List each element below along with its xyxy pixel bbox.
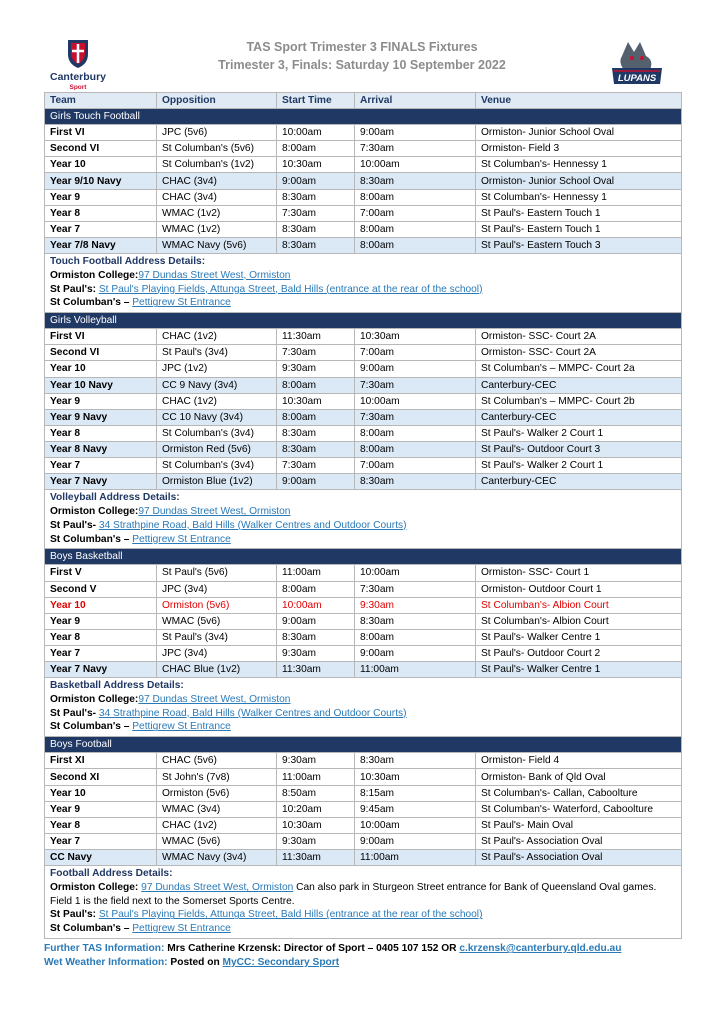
start-time-cell: 8:30am xyxy=(277,441,355,457)
team-cell: First V xyxy=(45,565,157,581)
address-label: St Paul's- xyxy=(50,519,97,531)
start-time-cell: 8:00am xyxy=(277,581,355,597)
opposition-cell: CHAC (3v4) xyxy=(157,189,277,205)
arrival-cell: 8:00am xyxy=(355,221,476,237)
address-separator: : xyxy=(134,505,139,517)
start-time-cell: 8:30am xyxy=(277,189,355,205)
venue-cell: St Paul's- Walker 2 Court 1 xyxy=(476,457,682,473)
start-time-cell: 7:30am xyxy=(277,345,355,361)
start-time-cell: 10:30am xyxy=(277,817,355,833)
venue-cell: St Paul's- Main Oval xyxy=(476,817,682,833)
section-title: Boys Basketball xyxy=(45,549,682,565)
arrival-cell: 8:00am xyxy=(355,441,476,457)
table-row xyxy=(45,393,682,409)
arrival-cell: 8:00am xyxy=(355,189,476,205)
table-row xyxy=(45,753,682,769)
opposition-cell: WMAC (3v4) xyxy=(157,801,277,817)
team-cell: Year 7 xyxy=(45,833,157,849)
arrival-cell: 9:00am xyxy=(355,125,476,141)
table-row xyxy=(45,345,682,361)
table-row xyxy=(45,833,682,849)
start-time-cell: 9:30am xyxy=(277,361,355,377)
opposition-cell: St Paul's (3v4) xyxy=(157,345,277,361)
start-time-cell: 11:00am xyxy=(277,565,355,581)
opposition-cell: St Columban's (3v4) xyxy=(157,457,277,473)
venue-cell: St Paul's- Walker Centre 1 xyxy=(476,629,682,645)
table-row xyxy=(45,425,682,441)
arrival-cell: 7:30am xyxy=(355,409,476,425)
venue-cell: St Columban's- Hennessy 1 xyxy=(476,189,682,205)
address-label: St Paul's- xyxy=(50,707,97,719)
opposition-cell: St John's (7v8) xyxy=(157,769,277,785)
start-time-cell: 8:30am xyxy=(277,237,355,253)
opposition-cell: WMAC Navy (3v4) xyxy=(157,849,277,865)
address-line xyxy=(50,707,676,721)
team-cell: Year 10 xyxy=(45,157,157,173)
arrival-cell: 11:00am xyxy=(355,662,476,678)
table-row xyxy=(45,785,682,801)
venue-cell: St Paul's- Association Oval xyxy=(476,849,682,865)
opposition-cell: WMAC (5v6) xyxy=(157,833,277,849)
start-time-cell: 10:20am xyxy=(277,801,355,817)
col-start-time: Start Time xyxy=(277,93,355,109)
address-line xyxy=(50,269,676,283)
footer xyxy=(44,942,684,970)
table-row xyxy=(45,645,682,661)
arrival-cell: 10:30am xyxy=(355,769,476,785)
start-time-cell: 7:30am xyxy=(277,457,355,473)
team-cell: Year 7 Navy xyxy=(45,474,157,490)
address-link[interactable]: 97 Dundas Street West, Ormiston xyxy=(138,505,291,517)
address-label: St Columban's – xyxy=(50,533,130,545)
venue-cell: St Columban's – MMPC- Court 2a xyxy=(476,361,682,377)
start-time-cell: 11:00am xyxy=(277,769,355,785)
address-line xyxy=(50,693,676,707)
page-title: TAS Sport Trimester 3 FINALS Fixtures xyxy=(246,40,478,54)
opposition-cell: St Paul's (3v4) xyxy=(157,629,277,645)
col-team: Team xyxy=(45,93,157,109)
fixtures-table xyxy=(44,92,682,939)
venue-cell: Ormiston- SSC- Court 1 xyxy=(476,565,682,581)
venue-cell: St Columban's- Albion Court xyxy=(476,613,682,629)
start-time-cell: 10:00am xyxy=(277,597,355,613)
opposition-cell: JPC (1v2) xyxy=(157,361,277,377)
address-details-row xyxy=(45,253,682,312)
opposition-cell: WMAC (5v6) xyxy=(157,613,277,629)
address-link[interactable]: 34 Strathpine Road, Bald Hills (Walker Centres and Outdoor Courts) xyxy=(98,707,407,719)
team-cell: Year 9/10 Navy xyxy=(45,173,157,189)
fixtures-body xyxy=(45,109,682,939)
arrival-cell: 10:00am xyxy=(355,565,476,581)
address-details xyxy=(45,866,682,939)
table-row xyxy=(45,817,682,833)
venue-cell: St Paul's- Eastern Touch 1 xyxy=(476,205,682,221)
team-cell: Year 10 Navy xyxy=(45,377,157,393)
opposition-cell: WMAC (1v2) xyxy=(157,205,277,221)
table-row xyxy=(45,173,682,189)
opposition-cell: St Columban's (1v2) xyxy=(157,157,277,173)
arrival-cell: 8:15am xyxy=(355,785,476,801)
address-link[interactable]: Pettigrew St Entrance xyxy=(132,923,231,935)
col-venue: Venue xyxy=(476,93,682,109)
table-row xyxy=(45,474,682,490)
col-arrival: Arrival xyxy=(355,93,476,109)
address-label: Ormiston College xyxy=(50,269,135,281)
address-details-title: Basketball Address Details: xyxy=(50,680,184,692)
address-link[interactable]: 97 Dundas Street West, Ormiston xyxy=(138,269,291,281)
address-link[interactable]: Pettigrew St Entrance xyxy=(132,533,231,545)
start-time-cell: 11:30am xyxy=(277,662,355,678)
table-row xyxy=(45,565,682,581)
table-row xyxy=(45,329,682,345)
table-row xyxy=(45,409,682,425)
venue-cell: Canterbury-CEC xyxy=(476,377,682,393)
team-cell: Year 9 xyxy=(45,801,157,817)
arrival-cell: 8:30am xyxy=(355,173,476,189)
address-line xyxy=(50,519,676,533)
wet-weather-line xyxy=(44,956,684,970)
start-time-cell: 9:00am xyxy=(277,613,355,629)
address-line xyxy=(50,720,676,734)
lupans-mascot-logo xyxy=(608,38,666,90)
start-time-cell: 8:00am xyxy=(277,141,355,157)
arrival-cell: 9:00am xyxy=(355,833,476,849)
arrival-cell: 9:45am xyxy=(355,801,476,817)
team-cell: Second V xyxy=(45,581,157,597)
wet-weather-label: Wet Weather Information: xyxy=(44,957,168,968)
start-time-cell: 9:00am xyxy=(277,474,355,490)
address-label: Ormiston College xyxy=(50,693,135,705)
arrival-cell: 9:00am xyxy=(355,645,476,661)
table-row xyxy=(45,662,682,678)
team-cell: First VI xyxy=(45,329,157,345)
opposition-cell: CHAC (1v2) xyxy=(157,329,277,345)
team-cell: Year 9 xyxy=(45,613,157,629)
team-cell: Year 9 xyxy=(45,189,157,205)
arrival-cell: 8:30am xyxy=(355,753,476,769)
venue-cell: St Paul's- Eastern Touch 1 xyxy=(476,221,682,237)
address-details-title: Football Address Details: xyxy=(50,868,173,880)
venue-cell: Ormiston- Field 3 xyxy=(476,141,682,157)
table-row xyxy=(45,457,682,473)
table-row xyxy=(45,221,682,237)
mycc-link[interactable]: MyCC: Secondary Sport xyxy=(222,957,340,968)
team-cell: Second VI xyxy=(45,345,157,361)
start-time-cell: 9:30am xyxy=(277,753,355,769)
arrival-cell: 7:00am xyxy=(355,205,476,221)
address-label: St Paul's: xyxy=(50,283,97,295)
team-cell: Year 8 xyxy=(45,629,157,645)
team-cell: Year 10 xyxy=(45,785,157,801)
address-details xyxy=(45,678,682,737)
opposition-cell: Ormiston (5v6) xyxy=(157,785,277,801)
start-time-cell: 10:30am xyxy=(277,157,355,173)
address-label: Ormiston College: xyxy=(50,881,139,893)
logo-left-sub: Sport xyxy=(69,84,87,90)
arrival-cell: 11:00am xyxy=(355,849,476,865)
arrival-cell: 9:00am xyxy=(355,361,476,377)
start-time-cell: 8:30am xyxy=(277,425,355,441)
team-cell: Year 10 xyxy=(45,597,157,613)
start-time-cell: 9:00am xyxy=(277,173,355,189)
team-cell: Year 8 xyxy=(45,425,157,441)
section-header-row xyxy=(45,109,682,125)
address-details-title: Volleyball Address Details: xyxy=(50,492,180,504)
opposition-cell: CHAC (3v4) xyxy=(157,173,277,189)
table-row xyxy=(45,769,682,785)
venue-cell: St Paul's- Outdoor Court 2 xyxy=(476,645,682,661)
address-link[interactable]: Pettigrew St Entrance xyxy=(132,297,231,309)
address-details-row xyxy=(45,678,682,737)
venue-cell: St Paul's- Outdoor Court 3 xyxy=(476,441,682,457)
table-row xyxy=(45,361,682,377)
team-cell: Year 7 xyxy=(45,645,157,661)
director-email-link[interactable]: c.krzensk@canterbury.qld.edu.au xyxy=(459,943,622,954)
address-details xyxy=(45,490,682,549)
arrival-cell: 7:30am xyxy=(355,581,476,597)
venue-cell: St Columban's- Hennessy 1 xyxy=(476,157,682,173)
address-label: Ormiston College xyxy=(50,505,135,517)
opposition-cell: Ormiston Red (5v6) xyxy=(157,441,277,457)
address-line xyxy=(50,881,676,909)
start-time-cell: 10:00am xyxy=(277,125,355,141)
arrival-cell: 8:00am xyxy=(355,237,476,253)
section-title: Girls Volleyball xyxy=(45,313,682,329)
venue-cell: St Columban's- Callan, Caboolture xyxy=(476,785,682,801)
col-opposition: Opposition xyxy=(157,93,277,109)
address-extra-text: Can also park in Sturgeon Street entrance for Bank of Queensland Oval games. Field 1 is the field next to the Somerset Sports Centre. xyxy=(50,881,657,907)
opposition-cell: JPC (5v6) xyxy=(157,125,277,141)
address-link[interactable]: Pettigrew St Entrance xyxy=(132,721,231,733)
table-row xyxy=(45,801,682,817)
address-details-title: Touch Football Address Details: xyxy=(50,255,206,267)
further-info-label: Further TAS Information: xyxy=(44,943,165,954)
document-header xyxy=(0,0,724,92)
team-cell: First VI xyxy=(45,125,157,141)
opposition-cell: St Columban's (3v4) xyxy=(157,425,277,441)
team-cell: Second VI xyxy=(45,141,157,157)
address-label: St Paul's: xyxy=(50,909,97,921)
section-header-row xyxy=(45,737,682,753)
arrival-cell: 7:00am xyxy=(355,345,476,361)
address-details xyxy=(45,253,682,312)
venue-cell: St Columban's- Waterford, Caboolture xyxy=(476,801,682,817)
venue-cell: Ormiston- Junior School Oval xyxy=(476,173,682,189)
table-row xyxy=(45,237,682,253)
opposition-cell: WMAC (1v2) xyxy=(157,221,277,237)
opposition-cell: JPC (3v4) xyxy=(157,581,277,597)
team-cell: Year 8 Navy xyxy=(45,441,157,457)
venue-cell: St Columban's – MMPC- Court 2b xyxy=(476,393,682,409)
logo-right-text: LUPANS xyxy=(617,73,657,84)
address-line xyxy=(50,922,676,936)
address-line xyxy=(50,533,676,547)
venue-cell: Canterbury-CEC xyxy=(476,409,682,425)
venue-cell: St Paul's- Association Oval xyxy=(476,833,682,849)
address-label: St Columban's – xyxy=(50,923,130,935)
arrival-cell: 8:00am xyxy=(355,629,476,645)
arrival-cell: 10:30am xyxy=(355,329,476,345)
table-row xyxy=(45,849,682,865)
table-row xyxy=(45,141,682,157)
table-row xyxy=(45,377,682,393)
arrival-cell: 8:30am xyxy=(355,474,476,490)
address-line xyxy=(50,505,676,519)
team-cell: Year 8 xyxy=(45,817,157,833)
team-cell: CC Navy xyxy=(45,849,157,865)
table-row xyxy=(45,629,682,645)
opposition-cell: CHAC Blue (1v2) xyxy=(157,662,277,678)
address-link[interactable]: St Paul's Playing Fields, Attunga Street, Bald Hills (entrance at the rear of the school) xyxy=(98,283,483,295)
opposition-cell: CHAC (5v6) xyxy=(157,753,277,769)
address-details-row xyxy=(45,866,682,939)
logo-left-text: Canterbury xyxy=(49,71,107,83)
opposition-cell: CHAC (1v2) xyxy=(157,393,277,409)
opposition-cell: WMAC Navy (5v6) xyxy=(157,237,277,253)
table-row xyxy=(45,597,682,613)
arrival-cell: 10:00am xyxy=(355,393,476,409)
address-link[interactable]: 97 Dundas Street West, Ormiston xyxy=(138,693,291,705)
opposition-cell: CC 9 Navy (3v4) xyxy=(157,377,277,393)
start-time-cell: 8:00am xyxy=(277,377,355,393)
venue-cell: Ormiston- SSC- Court 2A xyxy=(476,345,682,361)
further-info-text: Mrs Catherine Krzensk: Director of Sport – 0405 107 152 OR xyxy=(167,943,457,954)
table-row xyxy=(45,441,682,457)
arrival-cell: 10:00am xyxy=(355,157,476,173)
table-row xyxy=(45,205,682,221)
opposition-cell: JPC (3v4) xyxy=(157,645,277,661)
section-title: Boys Football xyxy=(45,737,682,753)
start-time-cell: 9:30am xyxy=(277,833,355,849)
opposition-cell: Ormiston Blue (1v2) xyxy=(157,474,277,490)
team-cell: Year 7 xyxy=(45,221,157,237)
start-time-cell: 7:30am xyxy=(277,205,355,221)
venue-cell: Ormiston- Bank of Qld Oval xyxy=(476,769,682,785)
address-label: St Columban's – xyxy=(50,721,130,733)
address-link[interactable]: 34 Strathpine Road, Bald Hills (Walker Centres and Outdoor Courts) xyxy=(98,519,407,531)
section-header-row xyxy=(45,549,682,565)
arrival-cell: 7:30am xyxy=(355,377,476,393)
venue-cell: St Paul's- Walker Centre 1 xyxy=(476,662,682,678)
team-cell: Year 7 xyxy=(45,457,157,473)
address-separator: : xyxy=(134,269,139,281)
arrival-cell: 7:30am xyxy=(355,141,476,157)
team-cell: Second XI xyxy=(45,769,157,785)
address-link[interactable]: St Paul's Playing Fields, Attunga Street, Bald Hills (entrance at the rear of the school) xyxy=(98,909,483,921)
venue-cell: Ormiston- SSC- Court 2A xyxy=(476,329,682,345)
start-time-cell: 11:30am xyxy=(277,849,355,865)
venue-cell: Ormiston- Field 4 xyxy=(476,753,682,769)
venue-cell: St Paul's- Eastern Touch 3 xyxy=(476,237,682,253)
start-time-cell: 8:30am xyxy=(277,629,355,645)
start-time-cell: 11:30am xyxy=(277,329,355,345)
table-row xyxy=(45,581,682,597)
venue-cell: Ormiston- Outdoor Court 1 xyxy=(476,581,682,597)
section-title: Girls Touch Football xyxy=(45,109,682,125)
address-separator: : xyxy=(134,693,139,705)
team-cell: First XI xyxy=(45,753,157,769)
team-cell: Year 9 Navy xyxy=(45,409,157,425)
address-line xyxy=(50,908,676,922)
venue-cell: St Paul's- Walker 2 Court 1 xyxy=(476,425,682,441)
address-link[interactable]: 97 Dundas Street West, Ormiston xyxy=(141,881,294,893)
start-time-cell: 8:50am xyxy=(277,785,355,801)
start-time-cell: 9:30am xyxy=(277,645,355,661)
table-row xyxy=(45,613,682,629)
opposition-cell: Ormiston (5v6) xyxy=(157,597,277,613)
start-time-cell: 8:30am xyxy=(277,221,355,237)
venue-cell: Ormiston- Junior School Oval xyxy=(476,125,682,141)
opposition-cell: St Paul's (5v6) xyxy=(157,565,277,581)
arrival-cell: 10:00am xyxy=(355,817,476,833)
team-cell: Year 8 xyxy=(45,205,157,221)
address-line xyxy=(50,283,676,297)
start-time-cell: 10:30am xyxy=(277,393,355,409)
opposition-cell: CHAC (1v2) xyxy=(157,817,277,833)
venue-cell: St Columban's- Albion Court xyxy=(476,597,682,613)
section-header-row xyxy=(45,313,682,329)
table-row xyxy=(45,157,682,173)
arrival-cell: 8:00am xyxy=(355,425,476,441)
table-row xyxy=(45,125,682,141)
page-subtitle: Trimester 3, Finals: Saturday 10 September 2022 xyxy=(218,58,506,72)
arrival-cell: 7:00am xyxy=(355,457,476,473)
address-label: St Columban's – xyxy=(50,297,130,309)
team-cell: Year 10 xyxy=(45,361,157,377)
further-info-line xyxy=(44,942,684,956)
opposition-cell: St Columban's (5v6) xyxy=(157,141,277,157)
arrival-cell: 9:30am xyxy=(355,597,476,613)
venue-cell: Canterbury-CEC xyxy=(476,474,682,490)
start-time-cell: 8:00am xyxy=(277,409,355,425)
opposition-cell: CC 10 Navy (3v4) xyxy=(157,409,277,425)
team-cell: Year 7/8 Navy xyxy=(45,237,157,253)
table-header-row xyxy=(45,93,682,109)
wet-weather-text: Posted on xyxy=(170,957,220,968)
arrival-cell: 8:30am xyxy=(355,613,476,629)
table-row xyxy=(45,189,682,205)
team-cell: Year 9 xyxy=(45,393,157,409)
address-line xyxy=(50,296,676,310)
address-details-row xyxy=(45,490,682,549)
team-cell: Year 7 Navy xyxy=(45,662,157,678)
